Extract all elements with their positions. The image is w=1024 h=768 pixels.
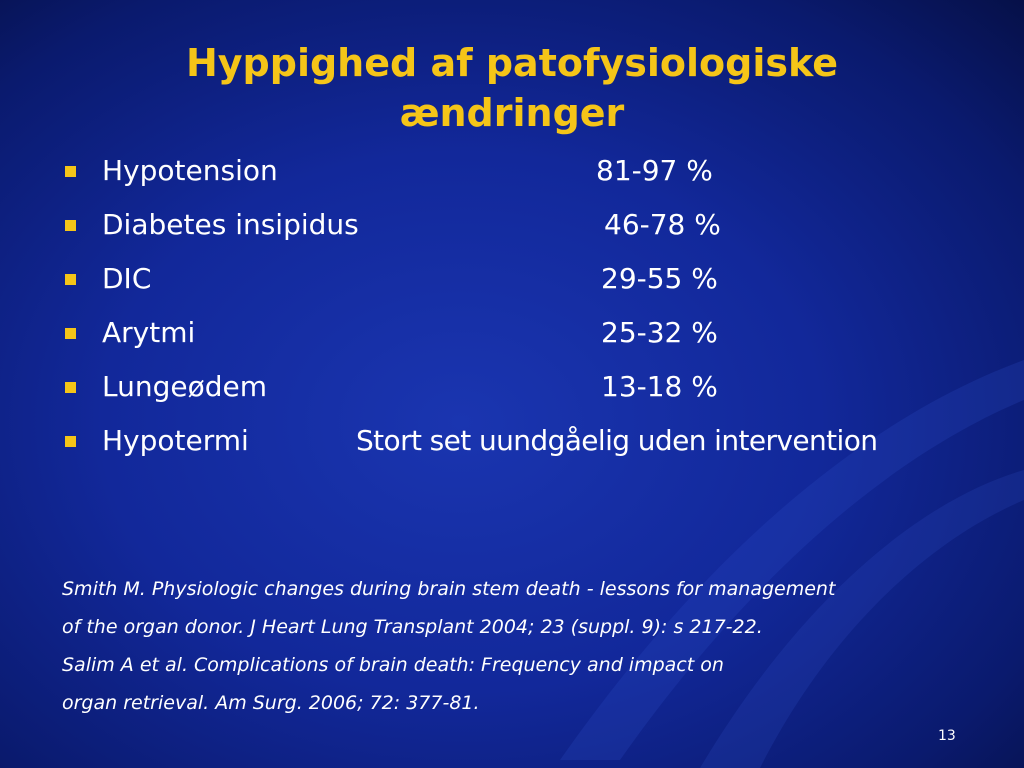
slide-title [0, 38, 1024, 138]
square-bullet-icon [65, 328, 76, 339]
bullet-item-lungeodem [62, 362, 1002, 416]
bullet-item-hypotermi [62, 416, 1002, 470]
reference-line: of the organ donor. J Heart Lung Transplant 2004; 23 (suppl. 9): s 217-22. [62, 616, 763, 638]
bullet-value: 25-32 % [601, 316, 718, 349]
bullet-item-hypotension [62, 146, 1002, 200]
square-bullet-icon [65, 220, 76, 231]
slide-title-line-2: ændringer [399, 91, 625, 135]
bullet-item-dic [62, 254, 1002, 308]
bullet-list [62, 146, 1002, 470]
square-bullet-icon [65, 382, 76, 393]
bullet-item-diabetes-insipidus [62, 200, 1002, 254]
page-number: 13 [938, 728, 956, 744]
bullet-label: DIC [102, 262, 152, 295]
bullet-value: Stort set uundgåelig uden intervention [356, 424, 878, 457]
bullet-value: 29-55 % [601, 262, 718, 295]
bullet-value: 46-78 % [604, 208, 721, 241]
bullet-value: 81-97 % [596, 154, 713, 187]
reference-line: Smith M. Physiologic changes during brain stem death - lessons for management [62, 578, 836, 600]
square-bullet-icon [65, 274, 76, 285]
square-bullet-icon [65, 166, 76, 177]
bullet-label: Diabetes insipidus [102, 208, 359, 241]
bullet-label: Lungeødem [102, 370, 268, 403]
reference-line: organ retrieval. Am Surg. 2006; 72: 377-81. [62, 692, 480, 714]
reference-line: Salim A et al. Complications of brain death: Frequency and impact on [62, 654, 724, 676]
bullet-item-arytmi [62, 308, 1002, 362]
bullet-value: 13-18 % [601, 370, 718, 403]
bullet-label: Hypotermi [102, 424, 249, 457]
slide-title-line-1: Hyppighed af patofysiologiske [185, 41, 839, 85]
square-bullet-icon [65, 436, 76, 447]
references [62, 570, 1012, 722]
bullet-label: Hypotension [102, 154, 278, 187]
bullet-label: Arytmi [102, 316, 196, 349]
